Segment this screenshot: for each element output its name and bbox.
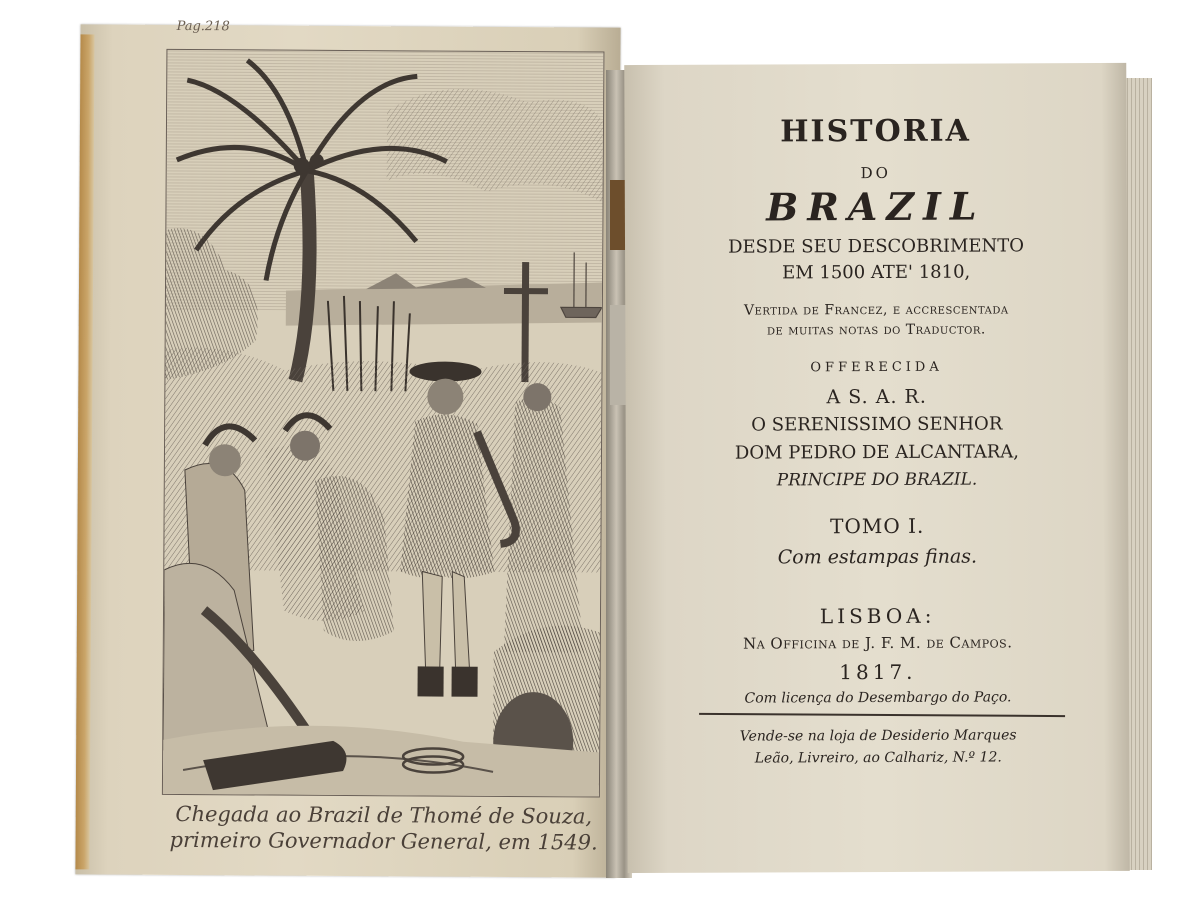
- sale-note-2: Leão, Livreiro, ao Calhariz, N.º 12.: [754, 749, 1002, 767]
- page-edge: [75, 34, 94, 869]
- frontispiece-engraving: [162, 49, 605, 798]
- imprint-city: LISBOA:: [819, 603, 936, 629]
- title-page: [624, 63, 1130, 873]
- title-connector: DO: [860, 163, 891, 183]
- engraving-illustration: [163, 50, 604, 797]
- volume-label: TOMO I.: [830, 513, 925, 539]
- imprint-printer: Na Officina de J. F. M. de Campos.: [743, 633, 1013, 653]
- page-reference: Pag.218: [176, 18, 230, 35]
- dedicatee-line-1: O SERENISSIMO SENHOR: [751, 413, 1003, 436]
- imprint-year: 1817.: [839, 659, 917, 685]
- book-title-subject: BRAZIL: [766, 183, 986, 230]
- license-note: Com licença do Desembargo do Paço.: [744, 689, 1012, 707]
- sale-note-1: Vende-se na loja de Desiderio Marques: [739, 727, 1017, 745]
- caption-line-1: Chegada ao Brazil de Thomé de Souza,: [175, 801, 593, 829]
- subtitle-line-2: EM 1500 ATE' 1810,: [782, 261, 971, 284]
- book-title: HISTORIA: [780, 113, 971, 150]
- open-book: [70, 18, 1160, 883]
- dedicatee-line-2: DOM PEDRO DE ALCANTARA,: [734, 441, 1020, 464]
- divider-rule: [699, 713, 1065, 717]
- plates-note: Com estampas finas.: [777, 545, 978, 569]
- engraving-caption: [162, 801, 606, 856]
- translation-note-2: de muitas notas do Traductor.: [766, 321, 986, 339]
- frontispiece-page: [75, 18, 620, 877]
- dedication-to: A S. A. R.: [826, 385, 927, 409]
- caption-line-2: primeiro Governador General, em 1549.: [169, 827, 598, 855]
- translation-note-1: Vertida de Francez, e accrescentada: [743, 301, 1009, 319]
- dedicatee-line-3: PRINCIPE DO BRAZIL.: [776, 469, 978, 491]
- offered-label: OFFERECIDA: [810, 359, 943, 376]
- subtitle-line-1: DESDE SEU DESCOBRIMENTO: [728, 235, 1025, 258]
